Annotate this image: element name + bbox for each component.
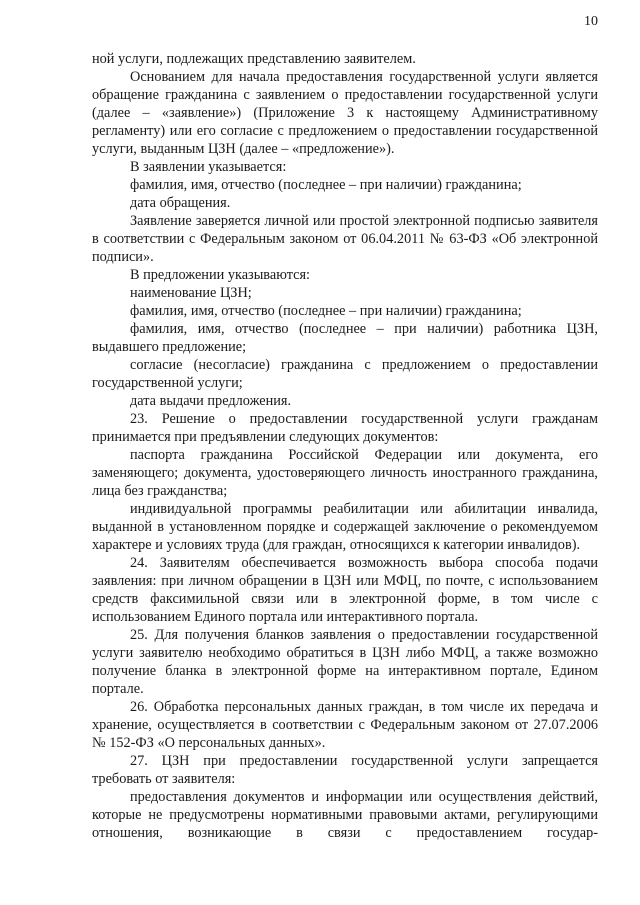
paragraph: 26. Обработка персональных данных граждан, в том числе их передача и хранение, осуществляется в соответствии с Федеральным законом от 27.07.2006 № 152-ФЗ «О персональных данных». [92, 699, 598, 751]
paragraph: дата выдачи предложения. [130, 393, 292, 409]
paragraph: В заявлении указывается: [130, 159, 287, 175]
paragraph: фамилия, имя, отчество (последнее – при наличии) гражданина; [130, 177, 522, 193]
paragraph: фамилия, имя, отчество (последнее – при наличии) гражданина; [130, 303, 522, 319]
paragraph: согласие (несогласие) гражданина с предложением о предоставлении государственной услуги; [92, 357, 598, 391]
paragraph: В предложении указываются: [130, 267, 311, 283]
paragraph: 24. Заявителям обеспечивается возможность выбора способа подачи заявления: при личном обращении в ЦЗН или МФЦ, по почте, с использованием средств факсимильной связи или в электронной форме, в том числе с использованием Единого портала или интерактивного портала. [92, 555, 598, 625]
paragraph: Заявление заверяется личной или простой электронной подписью заявителя в соответствии с Федеральным законом от 06.04.2011 № 63-ФЗ «Об электронной подписи». [92, 213, 598, 265]
page-number: 10 [584, 14, 598, 29]
paragraph: фамилия, имя, отчество (последнее – при наличии) работника ЦЗН, выдавшего предложение; [92, 321, 598, 355]
paragraph: предоставления документов и информации или осуществления действий, которые не предусмотрены нормативными правовыми актами, регулирующими отношения, возникающие в связи с предоставлением государ- [92, 789, 598, 841]
paragraph: 25. Для получения бланков заявления о предоставлении государственной услуги заявителю необходимо обратиться в ЦЗН либо МФЦ, а также возможно получение бланка в электронной форме на интерактивном портале, Едином портале. [92, 627, 598, 697]
paragraph: дата обращения. [130, 195, 231, 211]
paragraph: индивидуальной программы реабилитации или абилитации инвалида, выданной в установленном порядке и содержащей заключение о рекомендуемом характере и условиях труда (для граждан, относящихся к категории инвалидов). [92, 501, 598, 553]
paragraph: 23. Решение о предоставлении государственной услуги гражданам принимается при предъявлении следующих документов: [92, 411, 598, 445]
paragraph: наименование ЦЗН; [130, 285, 252, 301]
paragraph: 27. ЦЗН при предоставлении государственной услуги запрещается требовать от заявителя: [92, 753, 598, 787]
paragraph: паспорта гражданина Российской Федерации или документа, его заменяющего; документа, удостоверяющего личность иностранного гражданина, лица без гражданства; [92, 447, 598, 499]
document-body [92, 50, 598, 842]
paragraph: Основанием для начала предоставления государственной услуги является обращение гражданина с заявлением о предоставлении государственной услуги (далее – «заявление») (Приложение 3 к настоящему Административному регламенту) или его согласие с предложением о предоставлении государственной услуги, выданным ЦЗН (далее – «предложение»). [92, 69, 598, 157]
paragraph: ной услуги, подлежащих представлению заявителем. [92, 51, 416, 67]
